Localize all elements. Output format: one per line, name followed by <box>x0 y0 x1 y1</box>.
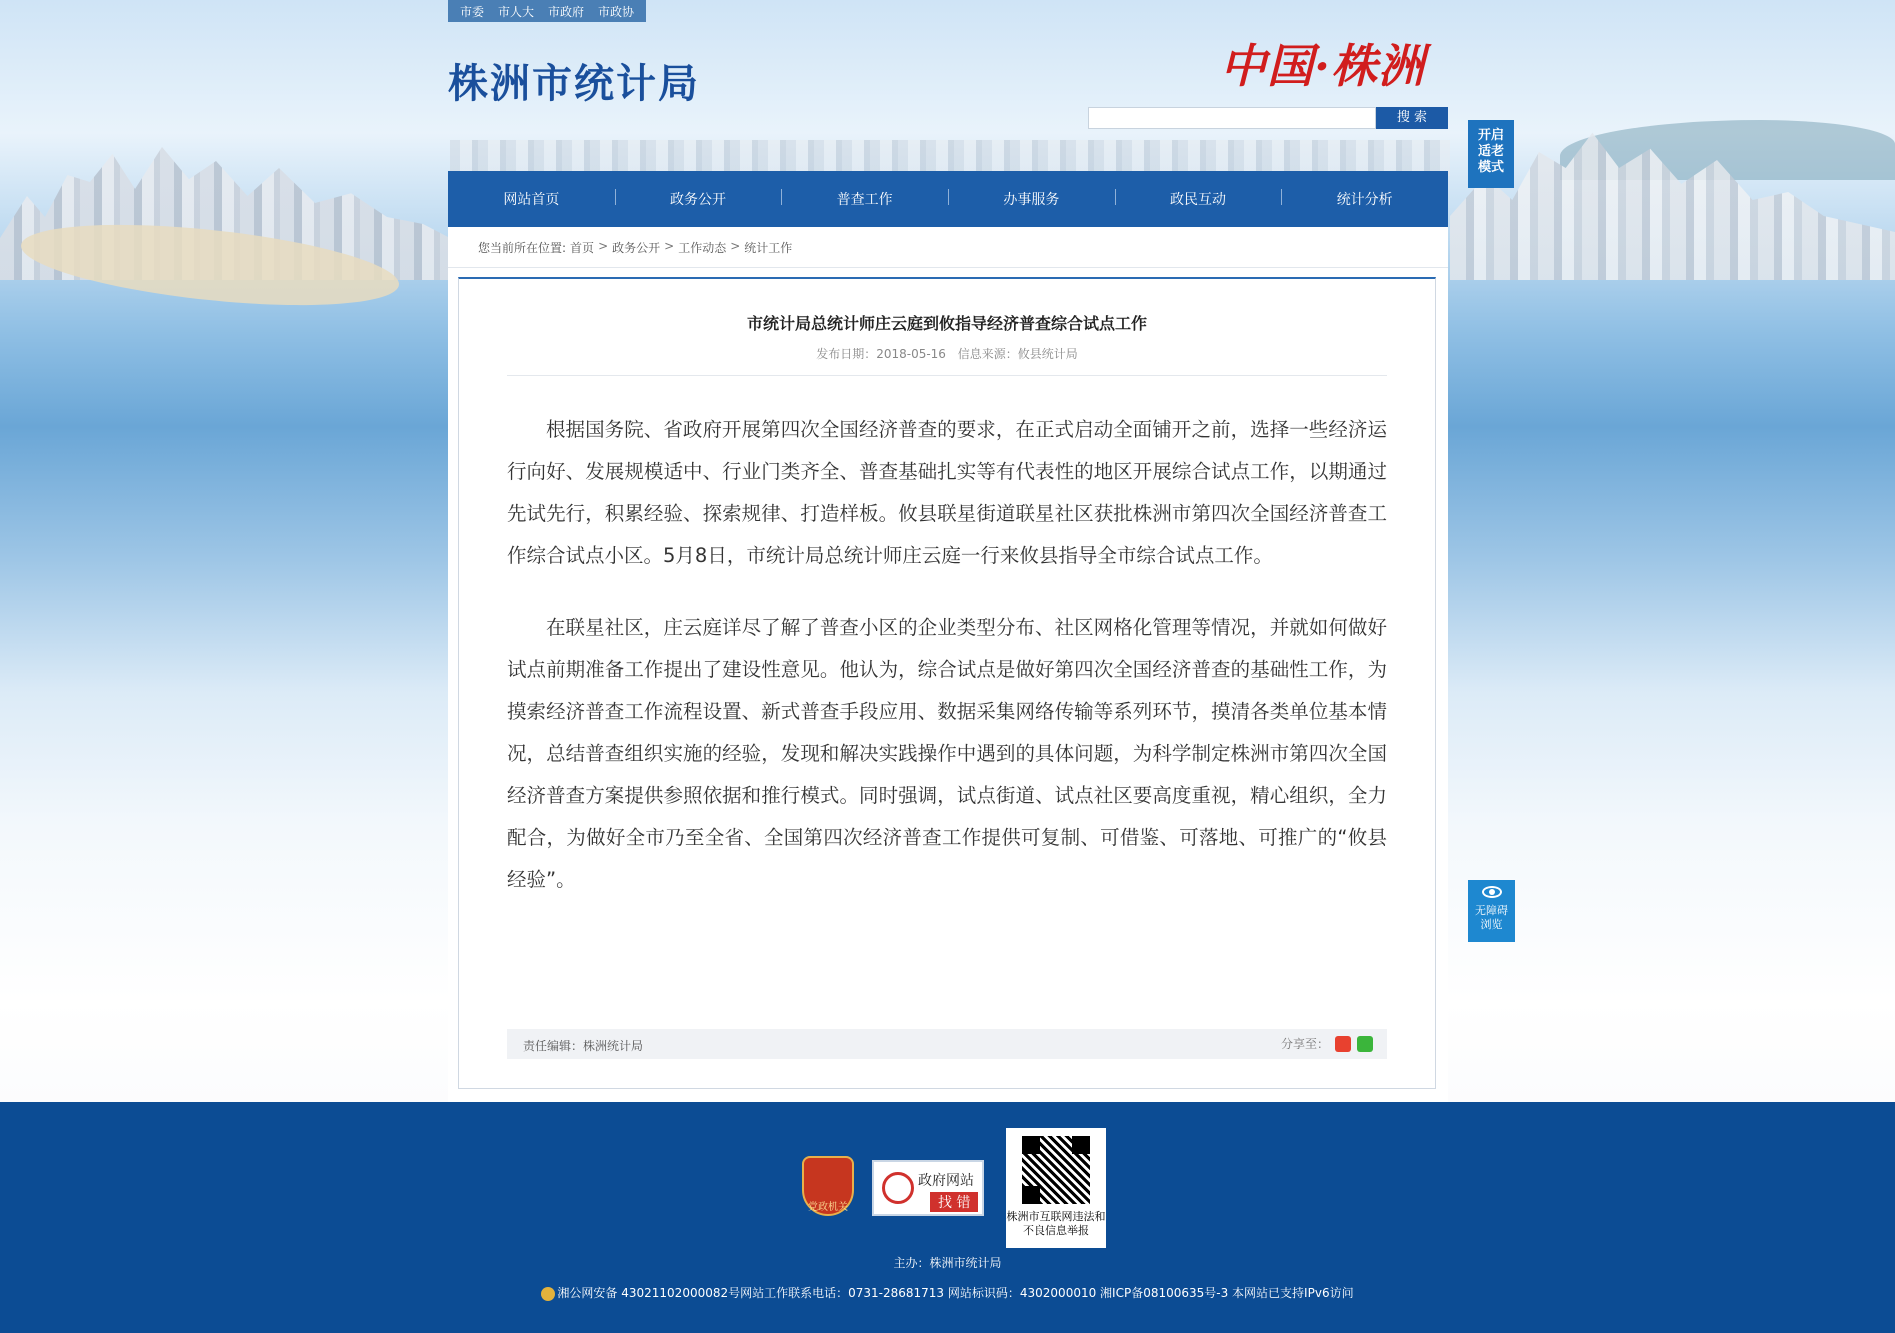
report-qr-box[interactable] <box>1006 1128 1106 1248</box>
weibo-share-icon[interactable] <box>1335 1036 1351 1052</box>
error-badge-title: 政府网站 <box>918 1173 974 1189</box>
site-footer <box>0 1102 1895 1333</box>
site-sponsor: 主办：株洲市统计局 <box>893 1256 1002 1270</box>
qr-code-icon <box>1022 1136 1090 1204</box>
top-link-cppcc[interactable]: 市政协 <box>598 4 635 19</box>
top-link-party-committee[interactable]: 市委 <box>460 4 485 19</box>
top-link-government[interactable]: 市政府 <box>548 4 585 19</box>
article-body <box>507 409 1387 931</box>
party-government-badge[interactable] <box>802 1156 854 1216</box>
top-links-bar <box>448 0 646 22</box>
gov-site-error-report-badge[interactable] <box>872 1160 984 1216</box>
content-page <box>448 227 1448 1102</box>
icp-text: 湘公网安备 43021102000082号网站工作联系电话：0731-28681713 网站标识码：4302000010 湘ICP备08100635号-3 本网站已支持IPv6访问 <box>557 1286 1354 1300</box>
police-badge-icon <box>541 1287 555 1301</box>
article-paragraph: 在联星社区，庄云庭详尽了解了普查小区的企业类型分布、社区网格化管理等情况，并就如何做好试点前期准备工作提出了建设性意见。他认为，综合试点是做好第四次全国经济普查的基础性工作，为摸索经济普查工作流程设置、新式普查手段应用、数据采集网络传输等系列环节，摸清各类单位基本情况，总结普查组织实施的经验，发现和解决实践操作中遇到的具体问题，为科学制定株洲市第四次全国经济普查方案提供参照依据和推行模式。同时强调，试点街道、试点社区要高度重视，精心组织，全力配合，为做好全市乃至全省、全国第四次经济普查工作提供可复制、可借鉴、可落地、可推广的“攸县经验”。 <box>507 616 1387 891</box>
info-source: 信息来源：攸县统计局 <box>957 347 1078 361</box>
elder-mode-label: 开启适老模式 <box>1477 128 1504 175</box>
nav-item-census[interactable]: 普查工作 <box>781 189 948 209</box>
qr-caption: 株洲市互联网违法和不良信息举报 <box>1006 1210 1106 1237</box>
article-footer <box>507 1029 1387 1059</box>
article-meta <box>459 345 1435 362</box>
site-title[interactable]: 株洲市统计局 <box>448 61 700 107</box>
eye-icon <box>1482 886 1502 898</box>
article-divider <box>507 375 1387 376</box>
article-paragraph: 根据国务院、省政府开展第四次全国经济普查的要求，在正式启动全面铺开之前，选择一些经济运行向好、发展规模适中、行业门类齐全、普查基础扎实等有代表性的地区开展综合试点工作，以期通过先试先行，积累经验、探索规律、打造样板。攸县联星街道联星社区获批株洲市第四次全国经济普查工作综合试点小区。5月8日，市统计局总统计师庄云庭一行来攸县指导全市综合试点工作。 <box>507 418 1387 567</box>
share-bar <box>1281 1035 1373 1052</box>
breadcrumb-separator: > <box>730 239 741 253</box>
breadcrumb-work-news[interactable]: 工作动态 <box>678 241 727 255</box>
article <box>458 277 1436 1089</box>
nav-item-gov-affairs[interactable]: 政务公开 <box>615 189 782 209</box>
breadcrumb-gov-affairs[interactable]: 政务公开 <box>612 241 661 255</box>
breadcrumb-label: 您当前所在位置: <box>478 241 567 255</box>
breadcrumb-separator: > <box>664 239 675 253</box>
breadcrumb-home[interactable]: 首页 <box>570 241 595 255</box>
zhuzhou-brand-logo: 中国·株洲 <box>1220 39 1426 93</box>
nav-item-home[interactable]: 网站首页 <box>503 192 560 208</box>
breadcrumb-statistics-work[interactable]: 统计工作 <box>744 241 793 255</box>
accessibility-button[interactable] <box>1468 880 1515 942</box>
top-link-npc[interactable]: 市人大 <box>498 4 535 19</box>
search-input[interactable] <box>1088 107 1376 129</box>
party-badge-label: 党政机关 <box>808 1202 848 1213</box>
wechat-share-icon[interactable] <box>1357 1036 1373 1052</box>
main-nav <box>448 171 1448 227</box>
breadcrumb-divider <box>448 267 1448 268</box>
article-title: 市统计局总统计师庄云庭到攸指导经济普查综合试点工作 <box>746 314 1147 333</box>
breadcrumb <box>478 239 792 256</box>
elder-mode-button[interactable] <box>1468 120 1514 188</box>
magnifier-icon <box>882 1172 914 1204</box>
nav-item-interaction[interactable]: 政民互动 <box>1115 189 1282 209</box>
nav-item-services[interactable]: 办事服务 <box>948 189 1115 209</box>
icp-info <box>0 1284 1895 1301</box>
publish-date: 发布日期：2018-05-16 <box>816 347 946 361</box>
error-badge-action: 找 错 <box>930 1192 978 1212</box>
nav-item-analysis[interactable]: 统计分析 <box>1281 189 1448 209</box>
search-button[interactable]: 搜 索 <box>1376 107 1448 129</box>
breadcrumb-separator: > <box>598 239 609 253</box>
share-label: 分享至： <box>1280 1037 1329 1051</box>
accessibility-label: 无障碍浏览 <box>1475 904 1508 931</box>
responsible-editor: 责任编辑：株洲统计局 <box>523 1039 644 1053</box>
